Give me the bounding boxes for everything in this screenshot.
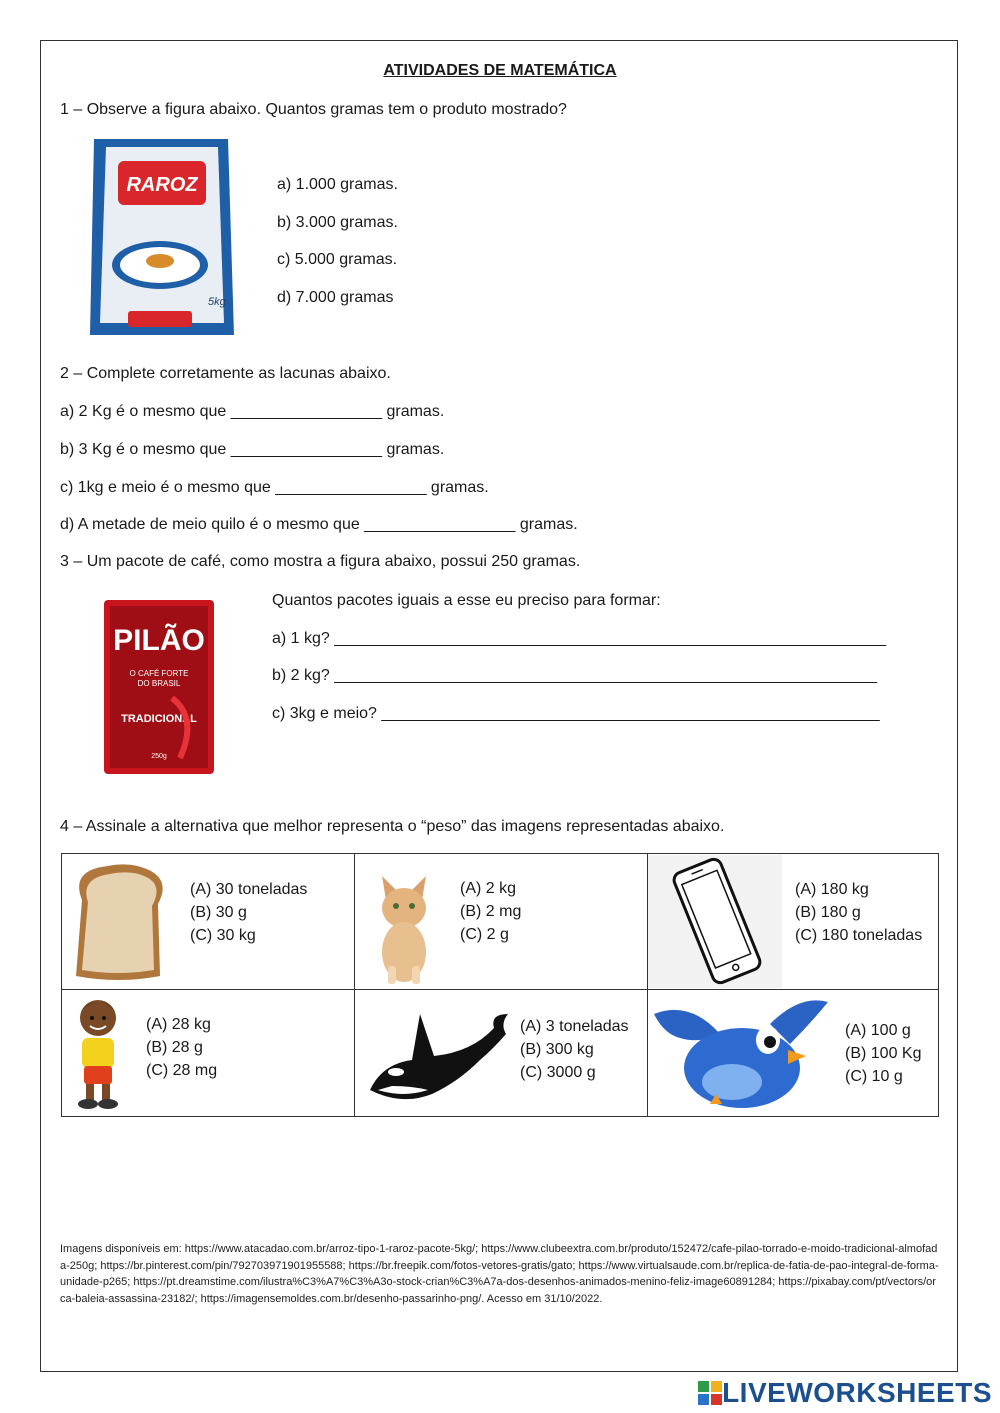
boy-image (68, 994, 132, 1114)
q3-prompt: 3 – Um pacote de café, como mostra a figura abaixo, possui 250 gramas. (60, 553, 581, 570)
smartphone-image (662, 856, 772, 986)
kitten-option-c[interactable]: (C) 2 g (460, 926, 509, 943)
bread-option-b[interactable]: (B) 30 g (190, 904, 247, 921)
orca-image (362, 994, 512, 1114)
boy-options (146, 1013, 217, 1082)
coffee-variant-text: TRADICIONAL (121, 713, 197, 725)
bird-option-b[interactable]: (B) 100 Kg (845, 1045, 922, 1062)
q1-option-c[interactable]: c) 5.000 gramas. (277, 251, 398, 268)
q2-item-d[interactable]: d) A metade de meio quilo é o mesmo que _________________ gramas. (60, 516, 578, 533)
rice-weight-text: 5kg (208, 296, 226, 308)
boy-option-b[interactable]: (B) 28 g (146, 1039, 203, 1056)
orca-options (520, 1015, 629, 1084)
q1-option-b[interactable]: b) 3.000 gramas. (277, 214, 398, 231)
q3-item-b[interactable]: b) 2 kg? _____________________________________________________________ (272, 667, 878, 684)
rice-brand-text: RAROZ (126, 174, 198, 196)
q3-question: Quantos pacotes iguais a esse eu preciso para formar: (272, 592, 661, 609)
page-title: ATIVIDADES DE MATEMÁTICA (383, 62, 617, 79)
q1-option-d[interactable]: d) 7.000 gramas (277, 289, 394, 306)
q2-item-c[interactable]: c) 1kg e meio é o mesmo que _________________ gramas. (60, 479, 489, 496)
q3-item-a[interactable]: a) 1 kg? ______________________________________________________________ (272, 630, 886, 647)
q2-item-b[interactable]: b) 3 Kg é o mesmo que _________________ gramas. (60, 441, 445, 458)
coffee-slogan-2: DO BRASIL (137, 679, 181, 688)
q3-item-c[interactable]: c) 3kg e meio? ________________________________________________________ (272, 705, 880, 722)
coffee-brand-text: PILÃO (113, 624, 205, 657)
liveworksheets-brand: LIVEWORKSHEETS (722, 1377, 992, 1408)
kitten-option-a[interactable]: (A) 2 kg (460, 880, 517, 897)
boy-option-a[interactable]: (A) 28 kg (146, 1016, 211, 1033)
liveworksheets-logo-icon (698, 1381, 722, 1405)
blue-bird-image (650, 994, 832, 1116)
bread-option-c[interactable]: (C) 30 kg (190, 927, 256, 944)
bread-option-a[interactable]: (A) 30 toneladas (190, 881, 308, 898)
smartphone-options (795, 878, 922, 947)
q2-prompt: 2 – Complete corretamente as lacunas abaixo. (60, 365, 391, 382)
orca-option-b[interactable]: (B) 300 kg (520, 1041, 594, 1058)
smartphone-option-c[interactable]: (C) 180 toneladas (795, 927, 923, 944)
q1-prompt: 1 – Observe a figura abaixo. Quantos gramas tem o produto mostrado? (60, 101, 567, 118)
orca-option-a[interactable]: (A) 3 toneladas (520, 1018, 629, 1035)
kitten-image (368, 870, 444, 986)
bread-options (190, 878, 307, 947)
smartphone-option-b[interactable]: (B) 180 g (795, 904, 861, 921)
image-sources-footer: Imagens disponíveis em: https://www.atacadao.com.br/arroz-tipo-1-raroz-pacote-5kg/; https://www.clubeextra.com.br/produto/152472/cafe-pilao-torrado-e-moido-tradicional-almofada-250g; https://br.pinterest.com/pin/792703971901955588; https://br.freepik.com/fotos-vetores-gratis/gato; https://www.virtualsaude.com.br/replica-de-fatia-de-pao-integral-de-forma-unidade-p265; https://pt.dreamstime.com/ilustra%C3%A7%C3%A3o-stock-crian%C3%A7a-dos-desenhos-animados-menino-feliz-image60891284; https://pixabay.com/pt/vectors/orca-baleia-assassina-23182/; https://imagensemoldes.com.br/desenho-passarinho-png/. Acesso em 31/10/2022. (60, 1243, 939, 1305)
bird-option-a[interactable]: (A) 100 g (845, 1022, 911, 1039)
kitten-options (460, 877, 521, 946)
boy-cell-underline (132, 1116, 354, 1117)
q1-option-a[interactable]: a) 1.000 gramas. (277, 176, 398, 193)
coffee-package-image (102, 598, 216, 776)
orca-option-c[interactable]: (C) 3000 g (520, 1064, 596, 1081)
q2-item-a[interactable]: a) 2 Kg é o mesmo que _________________ gramas. (60, 403, 445, 420)
q4-prompt: 4 – Assinale a alternativa que melhor representa o “peso” das imagens representadas abaixo. (60, 818, 725, 835)
smartphone-option-a[interactable]: (A) 180 kg (795, 881, 869, 898)
rice-package-image (88, 137, 236, 337)
kitten-option-b[interactable]: (B) 2 mg (460, 903, 522, 920)
coffee-slogan-1: O CAFÉ FORTE (129, 669, 189, 678)
bird-options (845, 1019, 921, 1088)
boy-option-c[interactable]: (C) 28 mg (146, 1062, 218, 1079)
q4-table (61, 853, 939, 1117)
bread-slice-image (68, 860, 168, 984)
bird-option-c[interactable]: (C) 10 g (845, 1068, 903, 1085)
coffee-weight-text: 250g (151, 753, 167, 760)
